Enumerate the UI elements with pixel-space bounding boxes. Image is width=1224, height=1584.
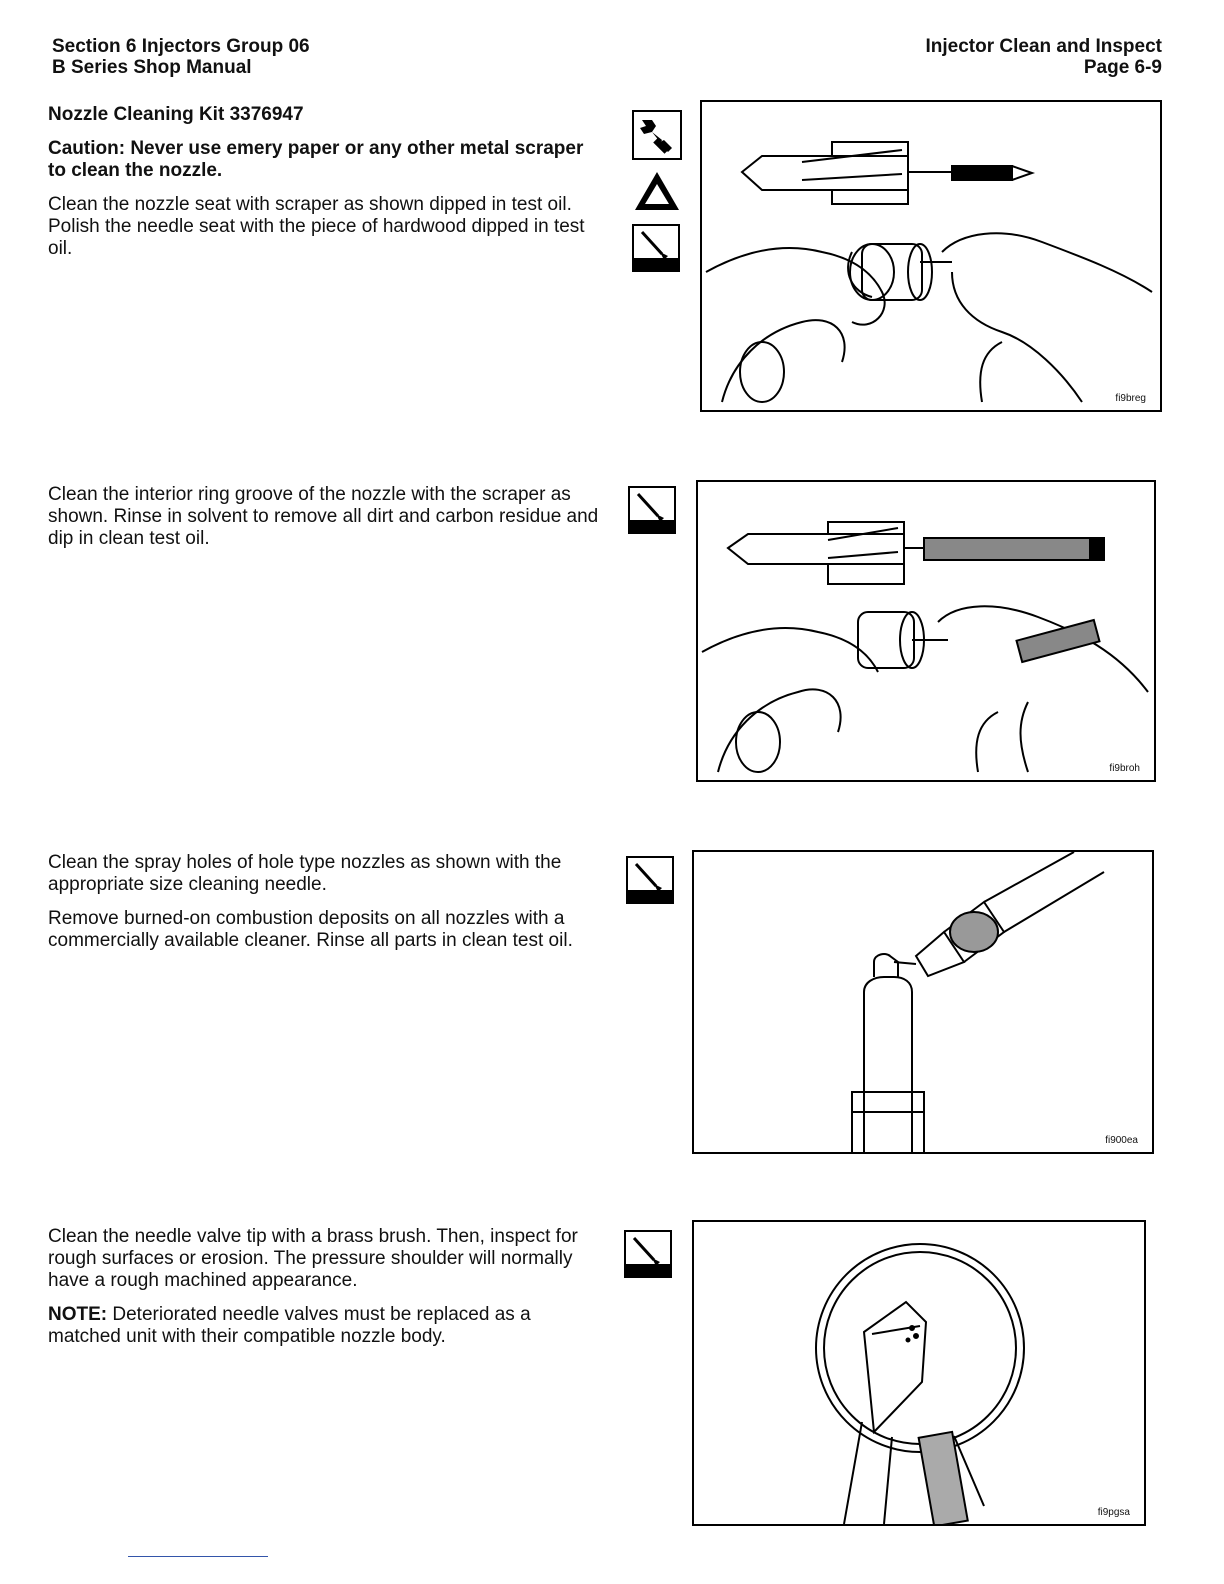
wrench-icon bbox=[632, 110, 682, 160]
caution-text: Caution: Never use emery paper or any other metal scraper to clean the nozzle. bbox=[48, 138, 584, 181]
section-title: Section 6 Injectors Group 06 bbox=[52, 36, 310, 57]
figure-needle-valve-inspection bbox=[692, 1220, 1146, 1526]
figure-code: fi9broh bbox=[1109, 763, 1140, 774]
cleaning-brush-icon bbox=[624, 1230, 672, 1278]
figure-nozzle-seat-cleaning bbox=[700, 100, 1162, 412]
footer-rule bbox=[128, 1556, 268, 1557]
figure-code: fi900ea bbox=[1105, 1135, 1138, 1146]
figure-spray-hole-cleaning bbox=[692, 850, 1154, 1154]
section-4-instruction: Clean the needle valve tip with a brass brush. Then, inspect for rough surfaces or erosion. The pressure shoulder will normally have a rough machined appearance. bbox=[48, 1226, 578, 1291]
page-header-right bbox=[926, 36, 1163, 78]
cleaning-brush-icon bbox=[632, 224, 680, 272]
section-2-instruction: Clean the interior ring groove of the nozzle with the scraper as shown. Rinse in solvent to remove all dirt and carbon residue and dip in clean test oil. bbox=[48, 484, 599, 549]
section-2-text bbox=[48, 484, 604, 562]
section-1-text bbox=[48, 104, 604, 272]
section-3-instruction-2: Remove burned-on combustion deposits on all nozzles with a commercially available cleaner. Rinse all parts in clean test oil. bbox=[48, 908, 573, 951]
note-text bbox=[48, 1304, 604, 1348]
note-body: Deteriorated needle valves must be replaced as a matched unit with their compatible nozzle body. bbox=[48, 1304, 531, 1347]
procedure-title: Injector Clean and Inspect bbox=[925, 36, 1162, 57]
kit-heading: Nozzle Cleaning Kit 3376947 bbox=[48, 104, 304, 125]
page-number: Page 6-9 bbox=[1083, 57, 1162, 78]
page-header-left bbox=[52, 36, 310, 78]
warning-triangle-icon bbox=[632, 170, 682, 214]
cleaning-brush-icon bbox=[626, 856, 674, 904]
figure-ring-groove-cleaning bbox=[696, 480, 1156, 782]
section-4-text bbox=[48, 1226, 604, 1360]
section-3-instruction-1: Clean the spray holes of hole type nozzles as shown with the appropriate size cleaning needle. bbox=[48, 852, 562, 895]
cleaning-brush-icon bbox=[628, 486, 676, 534]
note-label: NOTE: bbox=[48, 1304, 108, 1325]
section-1-instruction: Clean the nozzle seat with scraper as shown dipped in test oil. Polish the needle seat with the piece of hardwood dipped in test oil. bbox=[48, 194, 585, 259]
figure-code: fi9pgsa bbox=[1097, 1507, 1130, 1518]
manual-title: B Series Shop Manual bbox=[52, 57, 252, 78]
figure-code: fi9breg bbox=[1115, 393, 1146, 404]
section-3-text bbox=[48, 852, 604, 964]
